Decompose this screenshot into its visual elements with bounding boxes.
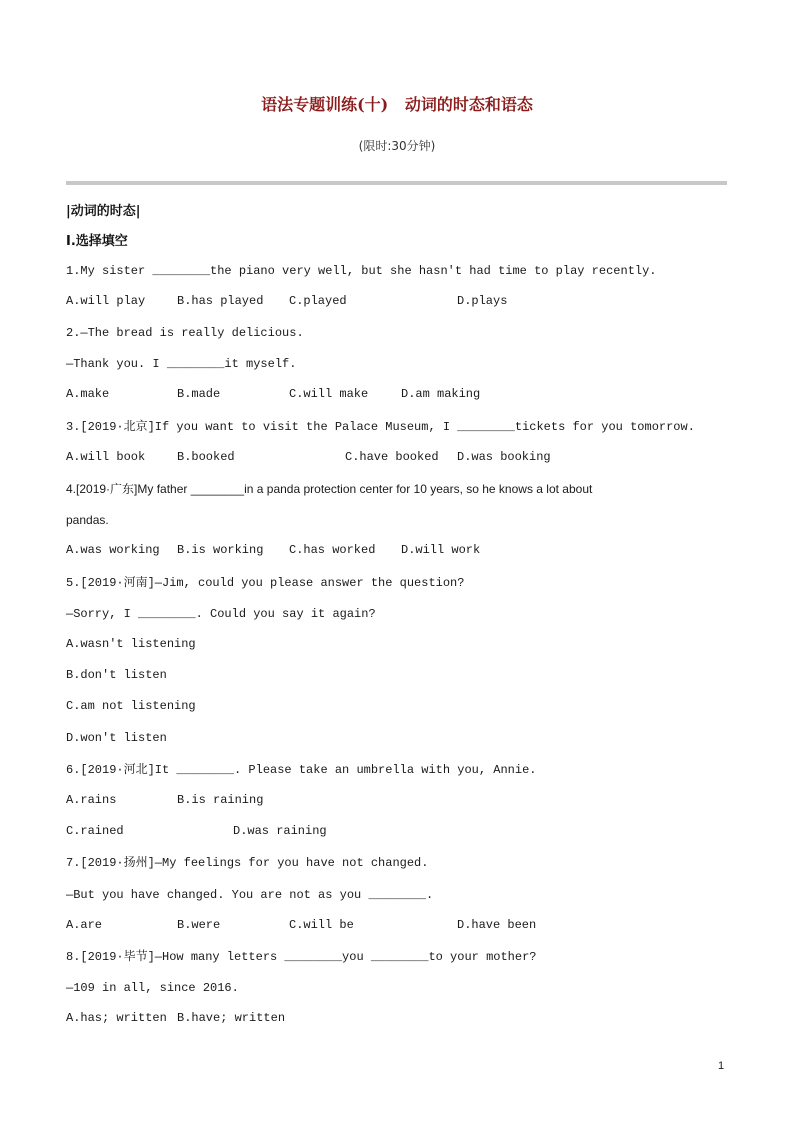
divider — [66, 181, 727, 185]
question-6-stem: 6.[2019·河北]It ________. Please take an umbrella with you, Annie. — [66, 763, 537, 777]
question-5-stem-2: —Sorry, I ________. Could you say it again? — [66, 607, 376, 621]
question-7-stem-2: —But you have changed. You are not as you ________. — [66, 888, 434, 902]
q2-option-d: D.am making — [401, 387, 481, 401]
q4-option-c: C.has worked — [289, 543, 376, 557]
q3-option-c: C.have booked — [345, 450, 439, 464]
q5-option-c: C.am not listening — [66, 699, 196, 713]
q3-option-b: B.booked — [177, 450, 235, 464]
q5-option-a: A.wasn't listening — [66, 637, 196, 651]
q8-option-b: B.have; written — [177, 1011, 286, 1025]
q1-option-b: B.has played — [177, 294, 264, 308]
q4-option-b: B.is working — [177, 543, 264, 557]
page-title: 语法专题训练(十) 动词的时态和语态 — [261, 95, 533, 114]
q6-option-d: D.was raining — [233, 824, 327, 838]
section-heading: |动词的时态| — [66, 204, 141, 219]
q4-option-a: A.was working — [66, 543, 160, 557]
question-2-stem-2: —Thank you. I ________it myself. — [66, 357, 297, 371]
q7-option-c: C.will be — [289, 918, 354, 932]
q2-option-c: C.will make — [289, 387, 369, 401]
q7-option-b: B.were — [177, 918, 221, 932]
question-5-stem: 5.[2019·河南]—Jim, could you please answer the question? — [66, 576, 465, 590]
q5-option-d: D.won't listen — [66, 731, 167, 745]
q2-option-b: B.made — [177, 387, 221, 401]
page-number: 1 — [718, 1060, 725, 1072]
q5-option-b: B.don't listen — [66, 668, 167, 682]
question-1-stem: 1.My sister ________the piano very well, but she hasn't had time to play recently. — [66, 264, 657, 278]
question-7-stem: 7.[2019·扬州]—My feelings for you have not changed. — [66, 856, 429, 870]
q1-option-c: C.played — [289, 294, 347, 308]
q1-option-a: A.will play — [66, 294, 146, 308]
q4-option-d: D.will work — [401, 543, 481, 557]
question-8-stem-2: —109 in all, since 2016. — [66, 981, 239, 995]
question-8-stem: 8.[2019·毕节]—How many letters ________you ________to your mother? — [66, 950, 537, 964]
q8-option-a: A.has; written — [66, 1011, 167, 1025]
q1-option-d: D.plays — [457, 294, 508, 308]
q6-option-b: B.is raining — [177, 793, 264, 807]
q6-option-a: A.rains — [66, 793, 117, 807]
question-4-stem: 4.[2019·广东]My father ________in a panda protection center for 10 years, so he knows a lot about — [66, 482, 593, 496]
q7-option-d: D.have been — [457, 918, 537, 932]
question-2-stem: 2.—The bread is really delicious. — [66, 326, 304, 340]
q3-option-a: A.will book — [66, 450, 146, 464]
q6-option-c: C.rained — [66, 824, 124, 838]
q7-option-a: A.are — [66, 918, 103, 932]
part-heading: Ⅰ.选择填空 — [66, 234, 128, 249]
q3-option-d: D.was booking — [457, 450, 551, 464]
time-limit: (限时:30分钟) — [358, 139, 436, 153]
q2-option-a: A.make — [66, 387, 110, 401]
question-4-stem-2: pandas. — [66, 513, 109, 527]
question-3-stem: 3.[2019·北京]If you want to visit the Palace Museum, I ________tickets for you tomorrow. — [66, 420, 695, 434]
